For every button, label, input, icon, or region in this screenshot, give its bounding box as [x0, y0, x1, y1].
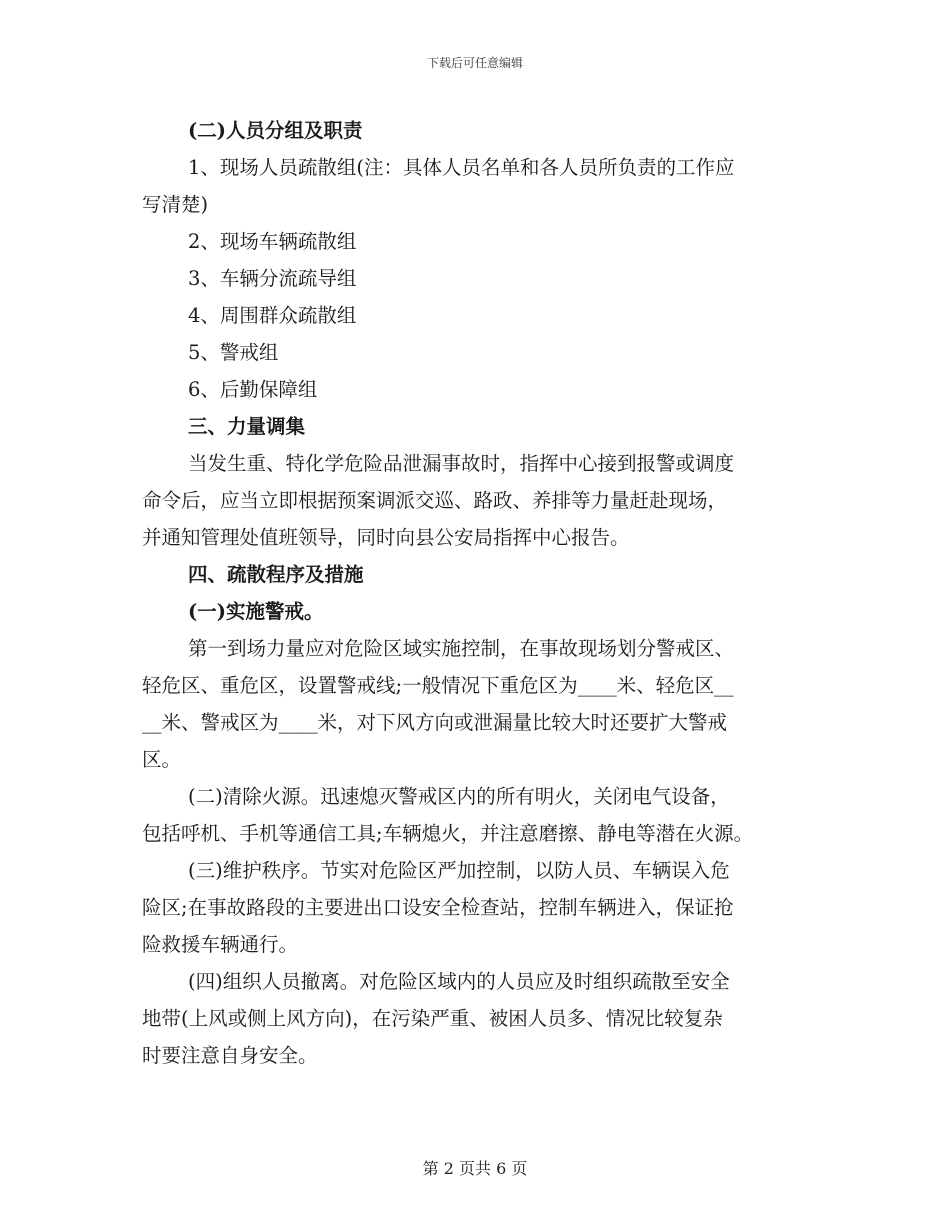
- section-heading-personnel-groups: (二)人员分组及职责: [188, 119, 363, 142]
- page-footer: 第 2 页共 6 页: [422, 1159, 528, 1178]
- page-header: 下载后可任意编辑: [426, 56, 523, 70]
- paragraph-line: 包括呼机、手机等通信工具;车辆熄火，并注意磨擦、静电等潜在火源。: [142, 822, 754, 845]
- section-heading-evacuation: 四、疏散程序及措施: [188, 563, 364, 586]
- list-item-group-6: 6、后勤保障组: [188, 378, 318, 401]
- paragraph-line: 当发生重、特化学危险品泄漏事故时，指挥中心接到报警或调度: [188, 452, 735, 475]
- list-item-group-3: 3、车辆分流疏导组: [188, 267, 357, 290]
- paragraph-line: 轻危区、重危区，设置警戒线;一般情况下重危区为____米、轻危区__: [142, 674, 734, 697]
- list-item-group-1: 1、现场人员疏散组(注：具体人员名单和各人员所负责的工作应: [188, 156, 735, 179]
- paragraph-line: 第一到场力量应对危险区域实施控制，在事故现场划分警戒区、: [188, 637, 735, 660]
- paragraph-line: (二)清除火源。迅速熄灭警戒区内的所有明火，关闭电气设备，: [188, 785, 730, 808]
- list-item-group-5: 5、警戒组: [188, 341, 279, 364]
- paragraph-line: 险救援车辆通行。: [142, 933, 299, 956]
- paragraph-line: 并通知管理处值班领导，同时向县公安局指挥中心报告。: [142, 526, 630, 549]
- section-heading-force-mobilization: 三、力量调集: [188, 415, 306, 438]
- document-body: [142, 112, 802, 1074]
- paragraph-line: (三)维护秩序。节实对危险区严加控制，以防人员、车辆误入危: [188, 859, 730, 882]
- list-item-group-4: 4、周围群众疏散组: [188, 304, 357, 327]
- paragraph-line: 区。: [142, 748, 182, 771]
- paragraph-line: __米、警戒区为____米，对下风方向或泄漏量比较大时还要扩大警戒: [142, 711, 728, 734]
- list-item-group-2: 2、现场车辆疏散组: [188, 230, 357, 253]
- subsection-heading-cordon: (一)实施警戒。: [188, 600, 324, 623]
- paragraph-line: 时要注意自身安全。: [142, 1044, 318, 1067]
- paragraph-line: 地带(上风或侧上风方向)，在污染严重、被困人员多、情况比较复杂: [142, 1007, 723, 1030]
- paragraph-line: 命令后，应当立即根据预案调派交巡、路政、养排等力量赶赴现场，: [142, 489, 728, 512]
- paragraph-line: (四)组织人员撤离。对危险区域内的人员应及时组织疏散至安全: [188, 970, 730, 993]
- paragraph-line: 险区;在事故路段的主要进出口设安全检查站，控制车辆进入，保证抢: [142, 896, 734, 919]
- list-item-group-1-cont: 写清楚): [142, 193, 209, 216]
